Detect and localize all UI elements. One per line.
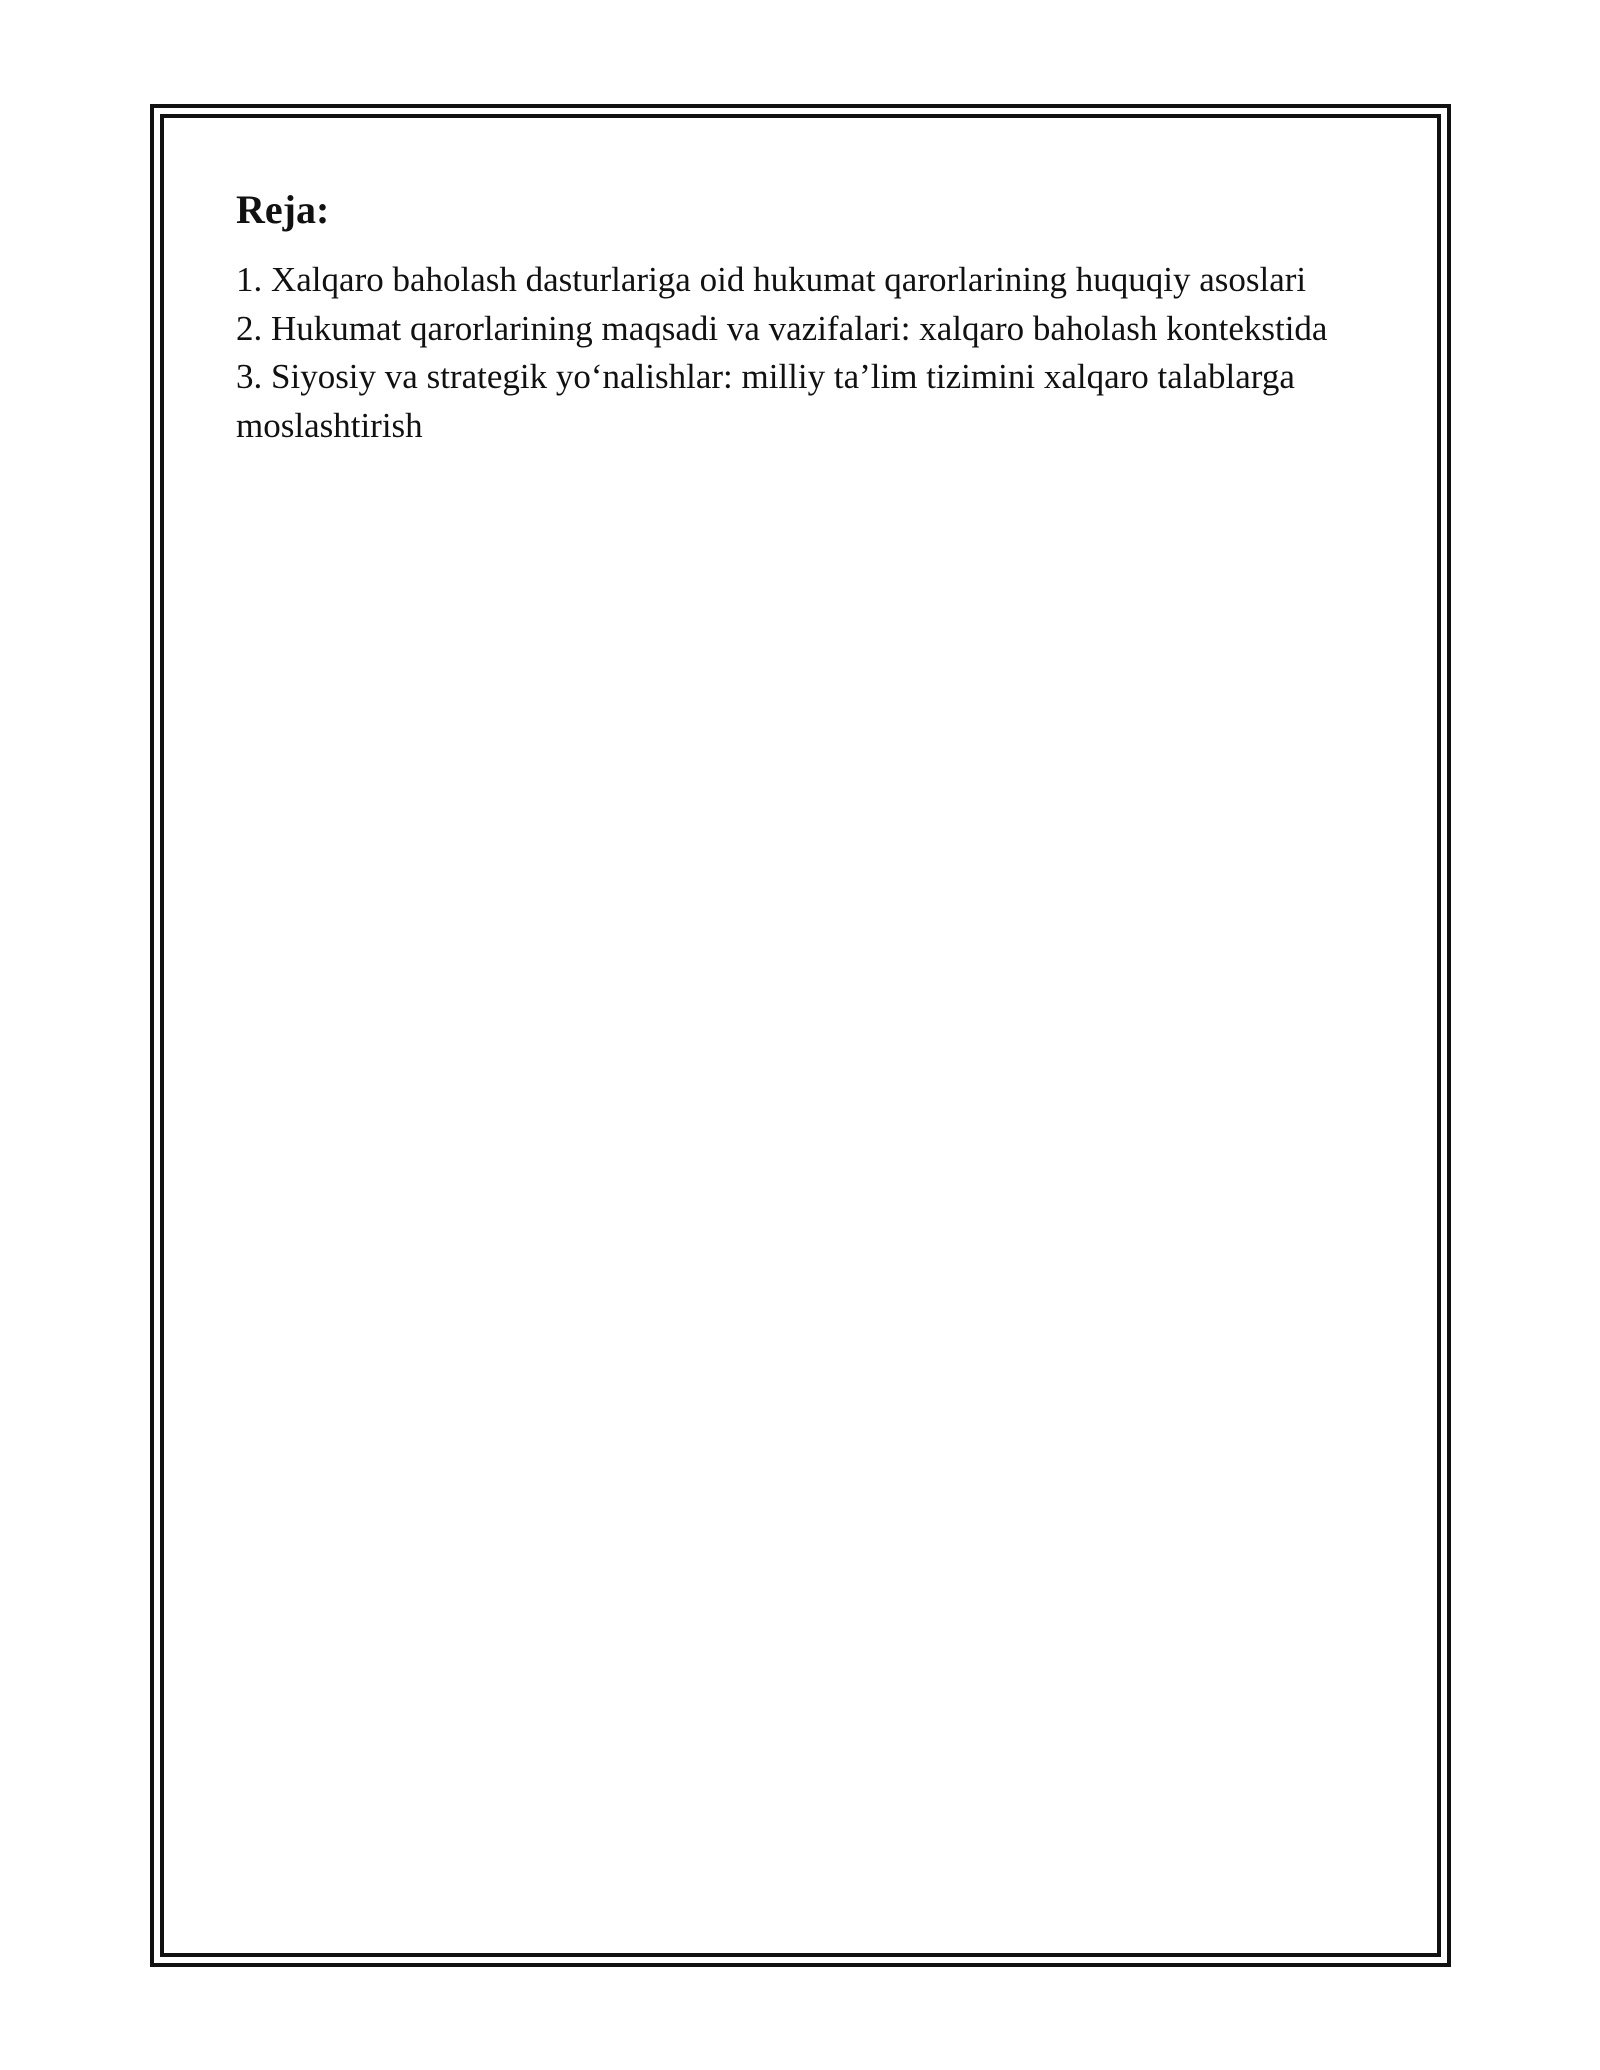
plan-item-1: 1. Xalqaro baholash dasturlariga oid hukumat qarorlarining huquqiy asoslari: [236, 260, 1307, 299]
plan-list: [236, 256, 1376, 450]
plan-heading: Reja:: [236, 187, 330, 232]
document-content: [236, 186, 1376, 450]
plan-item-3: 3. Siyosiy va strategik yo‘nalishlar: milliy ta’lim tizimini xalqaro talablarga moslashtirish: [236, 357, 1295, 445]
plan-item-2: 2. Hukumat qarorlarining maqsadi va vazifalari: xalqaro baholash kontekstida: [236, 308, 1328, 348]
